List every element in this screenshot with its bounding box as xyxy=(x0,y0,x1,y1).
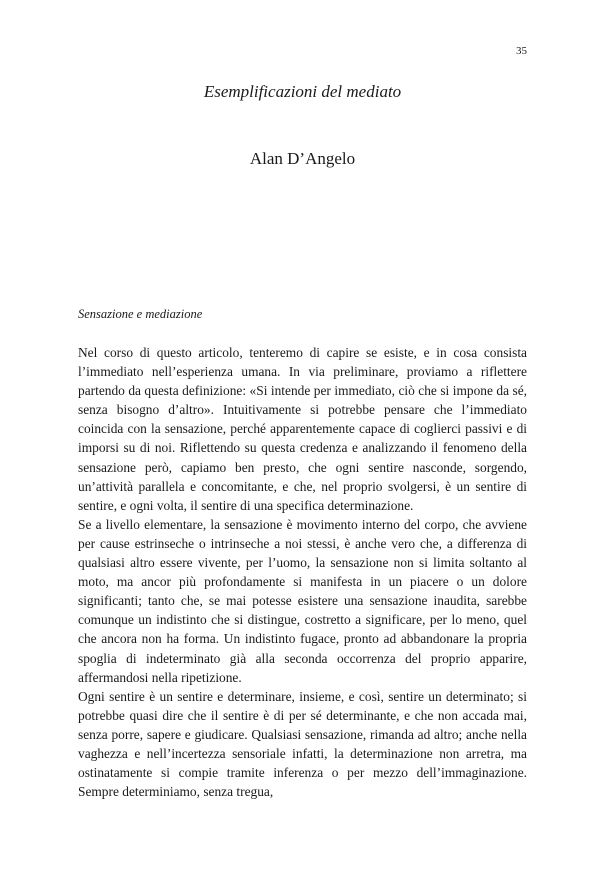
author-name: Alan D’Angelo xyxy=(249,149,356,168)
section-heading: Sensazione e mediazione xyxy=(78,307,203,321)
paragraph: Ogni sentire è un sentire e determinare, insieme, e così, sentire un determinato; si potrebbe quasi dire che il sentire è di per sé determinante, e che non accada mai, senza porre, sapere e giudicare. Qualsiasi sensazione, rimanda ad altro; anche nella vaghezza e nell’incertezza sensoriale infatti, la determinazione non arretra, ma ostinatamente si compie tramite inferenza o per mezzo dell’immaginazione. Sempre determiniamo, senza tregua, xyxy=(78,688,527,800)
paragraph: Nel corso di questo articolo, tenteremo di capire se esiste, e in cosa consista l’immediato nell’esperienza umana. In via preliminare, proviamo a riflettere partendo da questa definizione: «Si intende per immediato, ciò che si impone da sé, senza bisogno d’altro». Intuitivamente si potrebbe pensare che l’immediato coincida con la sensazione, perché apparentemente capace di coglierci passivi e di imporsi su di noi. Riflettendo su questa credenza e analizzando il fenomeno della sensazione però, capiamo ben presto, che ogni sentire nasconde, sorgendo, un’attività parallela e concomitante, e che, nel proprio svolgersi, è un sentire di sentire, e ogni volta, il sentire di una specifica determinazione. xyxy=(78,345,527,513)
article-title: Esemplificazioni del mediato xyxy=(203,82,402,101)
paragraph: Se a livello elementare, la sensazione è movimento interno del corpo, che avviene per cause estrinseche o intrinseche a noi stessi, è anche vero che, a differenza di qualsiasi altro essere vivente, per l’uomo, la sensazione non si limita soltanto al moto, ma ancor più profondamente si manifesta in un piacere o un dolore significanti; tanto che, se mai potesse esistere una sensazione inaudita, sarebbe comunque un indistinto che si distingue, costretto a significare, per lo meno, quel che ancora non ha forma. Un indistinto fugace, pronto ad abbandonare la propria spoglia di indeterminato già alla seconda occorrenza del proprio apparire, affermandosi nella ripetizione. xyxy=(78,516,527,685)
body-text xyxy=(78,343,527,801)
page-number: 35 xyxy=(516,45,527,57)
